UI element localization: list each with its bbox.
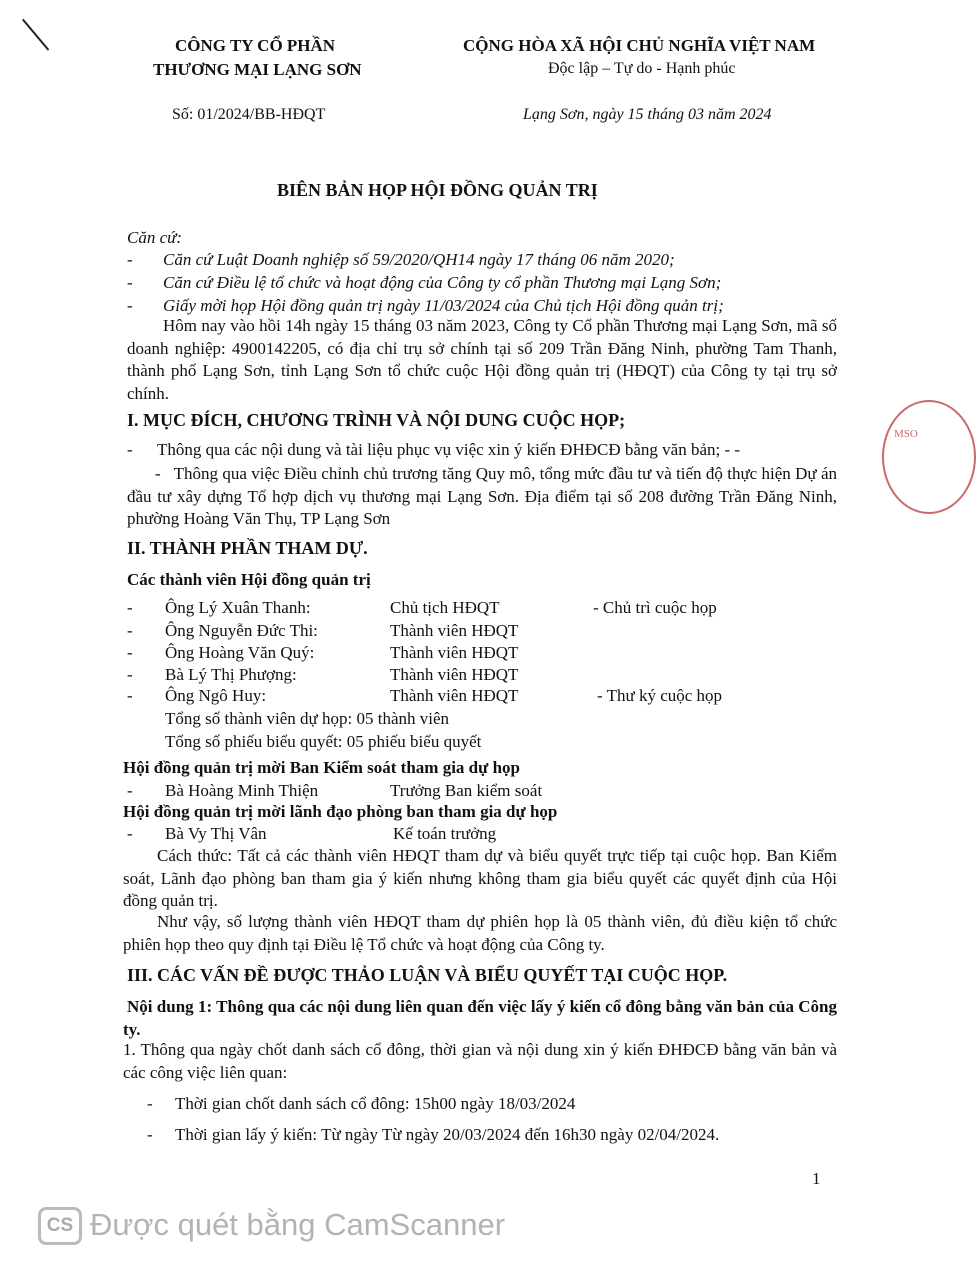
bullet: - — [127, 621, 133, 640]
supervisory-position: Trưởng Ban kiểm soát — [390, 781, 543, 800]
opinion-time: Thời gian lấy ý kiến: Từ ngày Từ ngày 20/03/2024 đến 16h30 ngày 02/04/2024. — [175, 1125, 720, 1144]
bullet: - — [127, 440, 133, 459]
method-paragraph: Cách thức: Tất cả các thành viên HĐQT tham dự và biểu quyết trực tiếp tại cuộc họp. Ban Kiểm soát, Lãnh đạo phòng ban tham gia ý kiến nhưng không tham gia biểu quyết các quyết định của Hội đồng quản trị. — [123, 846, 837, 910]
section-1-item: Thông qua các nội dung và tài liệu phục vụ việc xin ý kiến ĐHĐCĐ bằng văn bản; - - — [157, 440, 741, 459]
bullet: - — [127, 598, 133, 617]
quorum-paragraph: Như vậy, số lượng thành viên HĐQT tham dự phiên họp là 05 thành viên, đủ điều kiện tổ chức phiên họp theo quy định tại Điều lệ Tổ chức và hoạt động của Công ty. — [123, 912, 837, 954]
page-number: 1 — [812, 1169, 821, 1188]
bullet: - — [127, 296, 133, 315]
section-1-heading: I. MỤC ĐÍCH, CHƯƠNG TRÌNH VÀ NỘI DUNG CUỘC HỌP; — [127, 410, 626, 430]
company-name-line1: CÔNG TY CỔ PHẦN — [175, 36, 336, 55]
basis-heading: Căn cứ: — [127, 228, 183, 247]
dept-name: Bà Vy Thị Vân — [165, 824, 267, 843]
member-position: Thành viên HĐQT — [390, 665, 519, 684]
intro-paragraph: Hôm nay vào hồi 14h ngày 15 tháng 03 năm 2023, Công ty Cổ phần Thương mại Lạng Sơn, mã số doanh nghiệp: 4900142205, có địa chỉ trụ sở chính tại số 209 Trần Đăng Ninh, phường Tam Thanh, thành phố Lạng Sơn, tỉnh Lạng Sơn tổ chức cuộc Hội đồng quản trị (HĐQT) của Công ty tại trụ sở chính. — [127, 316, 837, 403]
camscanner-logo: CS — [38, 1207, 82, 1245]
supervisory-name: Bà Hoàng Minh Thiện — [165, 781, 319, 800]
total-votes: Tổng số phiếu biểu quyết: 05 phiếu biểu quyết — [165, 732, 482, 751]
bullet: - — [127, 643, 133, 662]
member-position: Chủ tịch HĐQT — [390, 598, 500, 617]
bullet: - — [147, 1125, 153, 1144]
pen-mark — [22, 19, 49, 51]
section-1-item2-text: Thông qua việc Điều chỉnh chủ trương tăng Quy mô, tổng mức đầu tư và tiến độ thực hiện Dự án đầu tư xây dựng Tổ hợp dịch vụ thương mại Lạng Sơn. Địa điểm tại số 208 đường Trần Đăng Ninh, phường Hoàng Văn Thụ, TP Lạng Sơn — [127, 464, 837, 528]
bullet: - — [127, 686, 133, 705]
members-heading: Các thành viên Hội đồng quản trị — [127, 570, 371, 589]
bullet: - — [155, 464, 161, 483]
member-name: Ông Ngô Huy: — [165, 686, 267, 705]
point-1: 1. Thông qua ngày chốt danh sách cổ đông, thời gian và nội dung xin ý kiến ĐHĐCĐ bằng văn bản và các công việc liên quan: — [123, 1040, 837, 1082]
total-members: Tổng số thành viên dự họp: 05 thành viên — [165, 709, 450, 728]
member-name: Ông Lý Xuân Thanh: — [165, 598, 311, 617]
record-date: Thời gian chốt danh sách cổ đông: 15h00 ngày 18/03/2024 — [175, 1094, 576, 1113]
member-role: - Thư ký cuộc họp — [597, 686, 723, 705]
motto: Độc lập – Tự do - Hạnh phúc — [548, 60, 736, 77]
place-date: Lạng Sơn, ngày 15 tháng 03 năm 2024 — [523, 106, 772, 123]
doc-number: Số: 01/2024/BB-HĐQT — [172, 106, 326, 123]
basis-item: Căn cứ Điều lệ tổ chức và hoạt động của Công ty cổ phần Thương mại Lạng Sơn; — [163, 273, 722, 292]
member-position: Thành viên HĐQT — [390, 643, 519, 662]
bullet: - — [127, 273, 133, 292]
basis-item: Giấy mời họp Hội đồng quản trị ngày 11/03/2024 của Chủ tịch Hội đồng quản trị; — [163, 296, 724, 315]
bullet: - — [147, 1094, 153, 1113]
member-role: - Chủ trì cuộc họp — [593, 598, 717, 617]
basis-item: Căn cứ Luật Doanh nghiệp số 59/2020/QH14 ngày 17 tháng 06 năm 2020; — [163, 250, 675, 269]
member-position: Thành viên HĐQT — [390, 621, 519, 640]
section-2-heading: II. THÀNH PHẦN THAM DỰ. — [127, 538, 368, 558]
supervisory-heading: Hội đồng quản trị mời Ban Kiểm soát tham gia dự họp — [123, 758, 520, 777]
bullet: - — [127, 250, 133, 269]
content-1: Nội dung 1: Thông qua các nội dung liên quan đến việc lấy ý kiến cổ đông bằng văn bản của Công ty. — [123, 997, 837, 1039]
republic-title: CỘNG HÒA XÃ HỘI CHỦ NGHĨA VIỆT NAM — [463, 36, 816, 55]
bullet: - — [127, 781, 133, 800]
company-name-line2: THƯƠNG MẠI LẠNG SƠN — [153, 60, 362, 79]
member-name: Ông Nguyễn Đức Thi: — [165, 621, 318, 640]
camscanner-watermark: Được quét bằng CamScanner — [90, 1207, 506, 1242]
company-seal — [882, 400, 976, 514]
dept-position: Kế toán trưởng — [393, 824, 497, 843]
bullet: - — [127, 824, 133, 843]
member-position: Thành viên HĐQT — [390, 686, 519, 705]
bullet: - — [127, 665, 133, 684]
document-title: BIÊN BẢN HỌP HỘI ĐỒNG QUẢN TRỊ — [277, 180, 598, 200]
section-3-heading: III. CÁC VẤN ĐỀ ĐƯỢC THẢO LUẬN VÀ BIỂU QUYẾT TẠI CUỘC HỌP. — [127, 965, 728, 985]
section-1-item — [127, 463, 837, 531]
member-name: Ông Hoàng Văn Quý: — [165, 643, 315, 662]
member-name: Bà Lý Thị Phượng: — [165, 665, 297, 684]
seal-text: MSO — [894, 428, 918, 440]
dept-heading: Hội đồng quản trị mời lãnh đạo phòng ban tham gia dự họp — [123, 802, 558, 821]
